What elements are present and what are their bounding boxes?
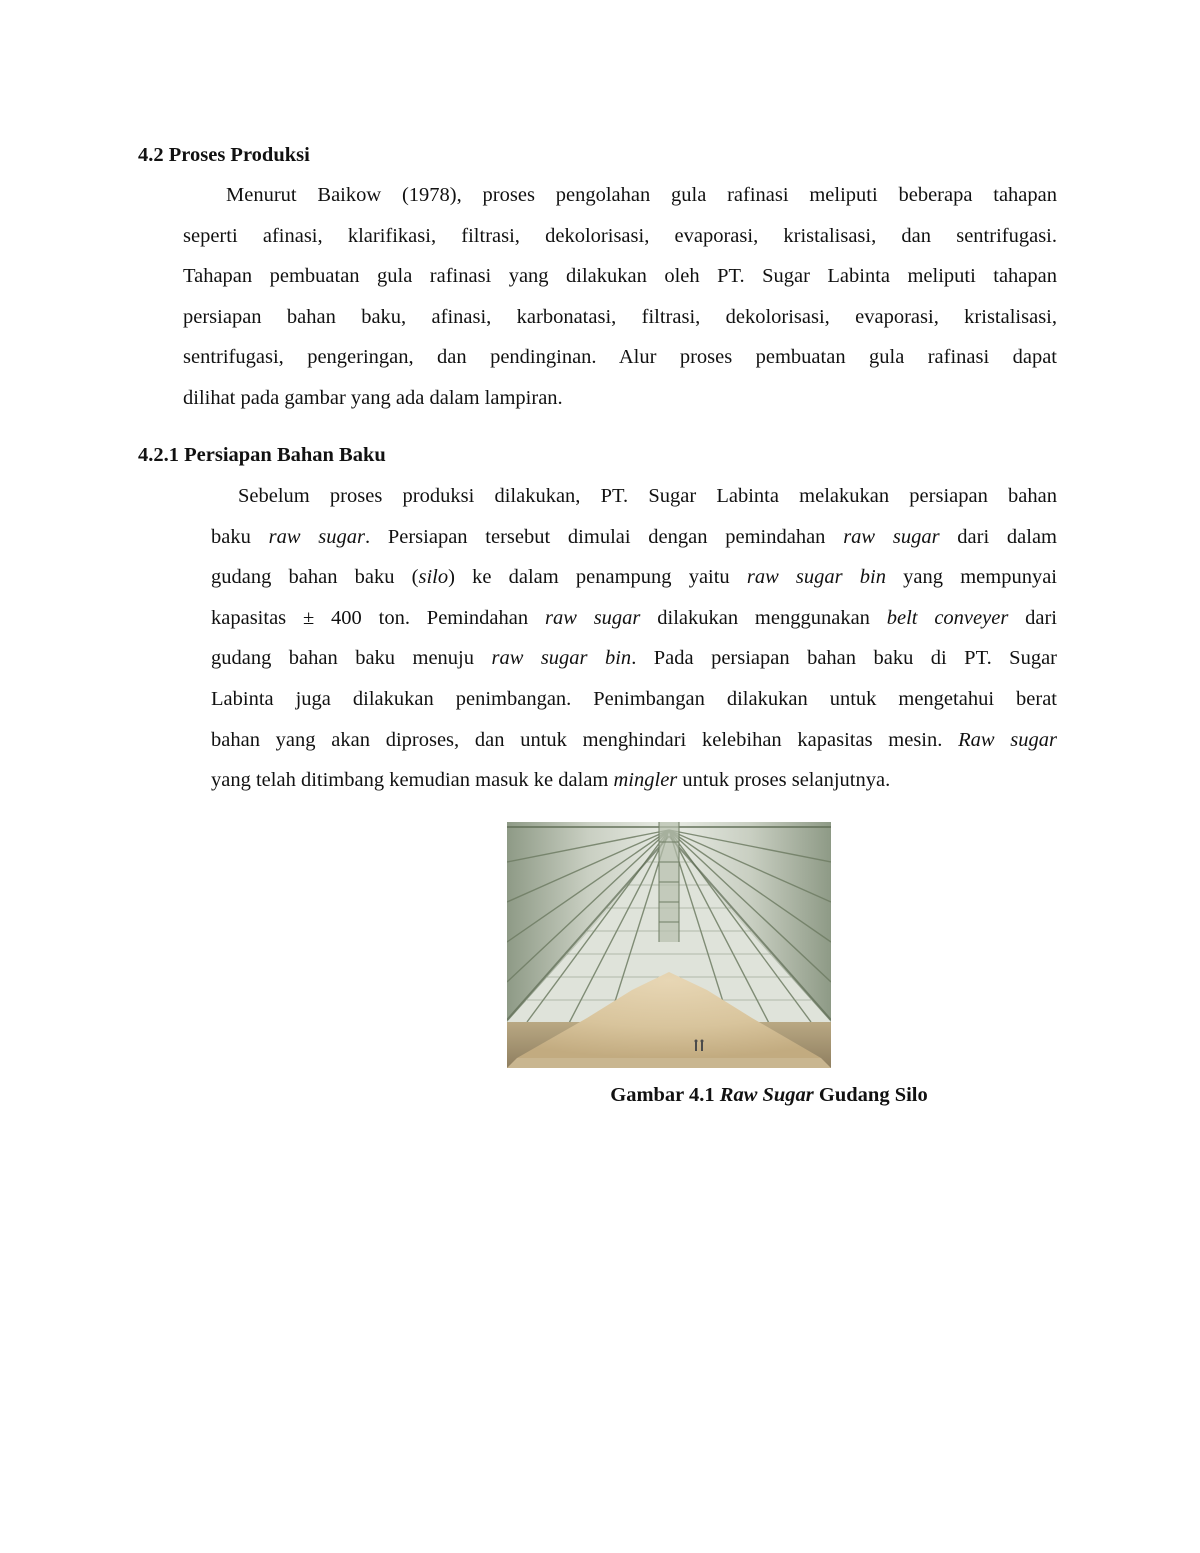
section-heading-4-2: 4.2 Proses Produksi (138, 144, 310, 166)
paragraph-line: Labinta juga dilakukan penimbangan. Penimbangan dilakukan untuk mengetahui berat (211, 687, 1057, 710)
raw-sugar-silo-photo-icon (507, 822, 831, 1068)
paragraph-line: bahan yang akan diproses, dan untuk menghindari kelebihan kapasitas mesin. Raw sugar (211, 728, 1057, 751)
paragraph-line: Tahapan pembuatan gula rafinasi yang dilakukan oleh PT. Sugar Labinta meliputi tahapan (183, 265, 1057, 288)
section-heading-4-2-1: 4.2.1 Persiapan Bahan Baku (138, 444, 386, 466)
paragraph-line: yang telah ditimbang kemudian masuk ke dalam mingler untuk proses selanjutnya. (211, 769, 891, 792)
paragraph-line: kapasitas ± 400 ton. Pemindahan raw sugar dilakukan menggunakan belt conveyer dari (211, 606, 1057, 629)
paragraph-line: Menurut Baikow (1978), proses pengolahan gula rafinasi meliputi beberapa tahapan (226, 184, 1057, 206)
paragraph-line: persiapan bahan baku, afinasi, karbonatasi, filtrasi, dekolorisasi, evaporasi, kristalisasi, (183, 305, 1057, 328)
paragraph-4-2-1 (211, 476, 1057, 801)
paragraph-line: Sebelum proses produksi dilakukan, PT. Sugar Labinta melakukan persiapan bahan (238, 485, 1057, 507)
paragraph-line: gudang bahan baku (silo) ke dalam penampung yaitu raw sugar bin yang mempunyai (211, 566, 1057, 589)
figure-caption: Gambar 4.1 Raw Sugar Gudang Silo (610, 1084, 928, 1106)
silo-photo-svg (507, 822, 831, 1068)
paragraph-line: seperti afinasi, klarifikasi, filtrasi, dekolorisasi, evaporasi, kristalisasi, dan sentrifugasi. (183, 224, 1057, 247)
paragraph-line: dilihat pada gambar yang ada dalam lampiran. (183, 386, 563, 409)
paragraph-line: baku raw sugar. Persiapan tersebut dimulai dengan pemindahan raw sugar dari dalam (211, 525, 1058, 548)
paragraph-line: sentrifugasi, pengeringan, dan pendinginan. Alur proses pembuatan gula rafinasi dapat (183, 346, 1057, 369)
paragraph-4-2 (183, 175, 1057, 419)
paragraph-line: gudang bahan baku menuju raw sugar bin. Pada persiapan bahan baku di PT. Sugar (211, 647, 1057, 670)
